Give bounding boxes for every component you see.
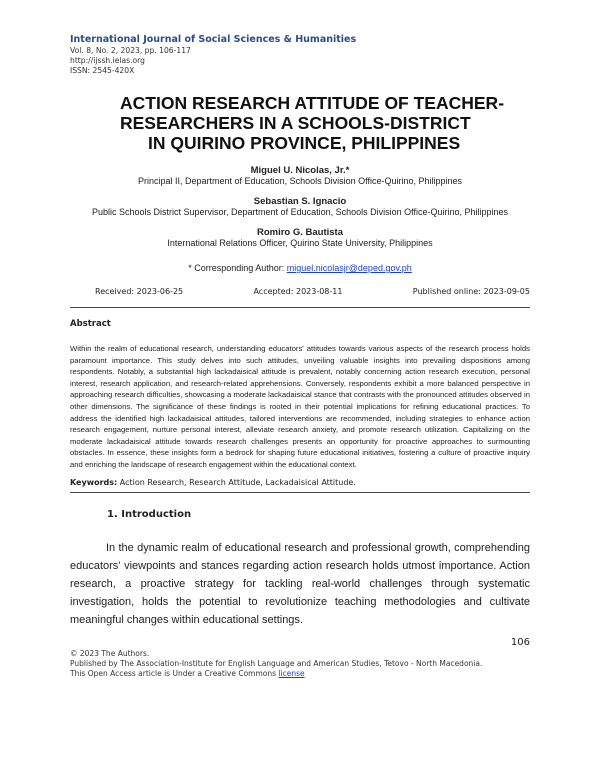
published-date: Published online: 2023-09-05 — [412, 287, 530, 296]
corresponding-author — [70, 263, 530, 274]
license-line — [70, 669, 530, 679]
intro-paragraph: In the dynamic realm of educational research and professional growth, comprehending educators' viewpoints and stances regarding action research holds utmost importance. Action research, a proactive strategy for tackling real-world challenges through systematic investigation, holds the potential to revolutionize teaching methodologies and cultivate meaningful changes within educational settings. — [70, 541, 530, 626]
keywords — [70, 477, 530, 488]
publisher: Published by The Association-Institute for English Language and American Studies, Tetovo - North Macedonia. — [70, 658, 483, 668]
abstract-heading: Abstract — [70, 319, 111, 329]
page-number: 106 — [510, 636, 530, 648]
author-name: Romiro G. Bautista — [256, 227, 344, 238]
title-line: ACTION RESEARCH ATTITUDE OF TEACHER- — [120, 93, 505, 113]
author-affiliation: Principal II, Department of Education, Schools Division Office-Quirino, Philippines — [138, 176, 462, 186]
license-link[interactable]: license — [278, 668, 305, 678]
keywords-text: Action Research, Research Attitude, Lackadaisical Attitude. — [117, 477, 356, 487]
license-prefix: This Open Access article is Under a Creative Commons — [70, 668, 279, 678]
section-heading: 1. Introduction — [107, 508, 192, 520]
email-link[interactable]: miguel.nicolasjr@deped.gov.ph — [286, 263, 412, 273]
received-date: Received: 2023-06-25 — [95, 287, 184, 296]
title-line: RESEARCHERS IN A SCHOOLS-DISTRICT — [120, 113, 471, 133]
dates-row — [95, 287, 530, 297]
author-affiliation: Public Schools District Supervisor, Department of Education, Schools Division Office-Quirino, Philippines — [91, 207, 509, 217]
volume-info: Vol. 8, No. 2, 2023, pp. 106-117 — [70, 46, 191, 55]
abstract-text: Within the realm of educational research, understanding educators' attitudes towards various aspects of the research process holds paramount importance. This study delves into such attitudes, unveiling valuable insights into prevailing dispositions among respondents. Notably, a substantial high lackadaisical attitude is prevalent, notably concerning action research execution, personal interest, research application, and research-related apprehensions. Conversely, respondents exhibit a more balanced perspective in approaching research difficulties, showcasing a moderate lackadaisical stance that contrasts with the pronounced attitudes observed in other dimensions. The significance of these findings is rooted in their potential implications for refining educational practices. To address the identified high lackadaisical attitudes, tailored interventions are recommended, including strategies to enhance action research engagement, nurture personal interest, alleviate research anxiety, and promote research utilization. Capitalizing on the moderate lackadaisical attitude towards research challenges presents an opportunity for proactive approaches to surmounting obstacles. In essence, these insights form a bedrock for shaping future educational initiatives, fostering a culture of proactive inquiry and enriching the landscape of research engagement within the educational context. — [70, 344, 530, 469]
accepted-date: Accepted: 2023-08-11 — [253, 287, 343, 296]
title-line: IN QUIRINO PROVINCE, PHILIPPINES — [148, 133, 461, 153]
keywords-label: Keywords: — [70, 477, 118, 487]
corresponding-label: * Corresponding Author: — [188, 263, 285, 273]
journal-name: International Journal of Social Sciences & Humanities — [70, 34, 357, 45]
divider — [70, 307, 530, 308]
author-name: Sebastian S. Ignacio — [253, 196, 347, 207]
author-name: Miguel U. Nicolas, Jr.* — [250, 165, 350, 176]
author-affiliation: International Relations Officer, Quirino State University, Philippines — [167, 238, 433, 248]
copyright: © 2023 The Authors. — [70, 648, 150, 658]
paper-title — [70, 93, 530, 153]
issn: ISSN: 2545-420X — [70, 66, 135, 75]
journal-url[interactable]: http://ijssh.ielas.org — [70, 56, 145, 65]
divider — [70, 492, 530, 493]
